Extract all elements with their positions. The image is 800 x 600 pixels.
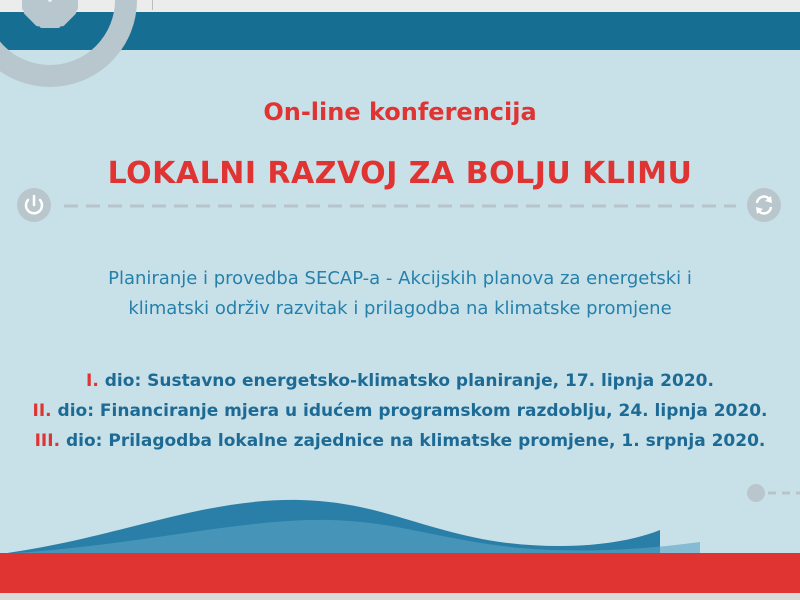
refresh-icon <box>746 187 782 223</box>
subtitle-line-1: Planiranje i provedba SECAP-a - Akcijskih planova za energetski i <box>108 268 692 289</box>
subtitle-line-2: klimatski održiv razvitak i prilagodba na klimatske promjene <box>128 298 672 319</box>
part-numeral: II. <box>32 401 52 421</box>
part-text: dio: Prilagodba lokalne zajednice na klimatske promjene, 1. srpnja 2020. <box>60 431 766 451</box>
part-numeral: I. <box>86 371 99 391</box>
part-item <box>0 426 800 456</box>
part-numeral: III. <box>34 431 61 451</box>
footer-bar <box>0 553 800 593</box>
conference-parts <box>0 366 800 456</box>
window-bottom-strip <box>0 593 800 600</box>
part-item <box>0 396 800 426</box>
conference-title: LOKALNI RAZVOJ ZA BOLJU KLIMU <box>107 156 693 191</box>
subtitle <box>0 264 800 324</box>
dashed-divider <box>60 199 740 213</box>
part-item <box>0 366 800 396</box>
wave-decoration <box>0 490 800 554</box>
conference-kicker: On-line konferencija <box>263 98 537 126</box>
part-text: dio: Financiranje mjera u idućem programskom razdoblju, 24. lipnja 2020. <box>51 401 768 421</box>
strip-notch <box>152 0 153 10</box>
part-text: dio: Sustavno energetsko-klimatsko planiranje, 17. lipnja 2020. <box>98 371 714 391</box>
power-icon <box>16 187 52 223</box>
gear-icon <box>0 0 145 110</box>
